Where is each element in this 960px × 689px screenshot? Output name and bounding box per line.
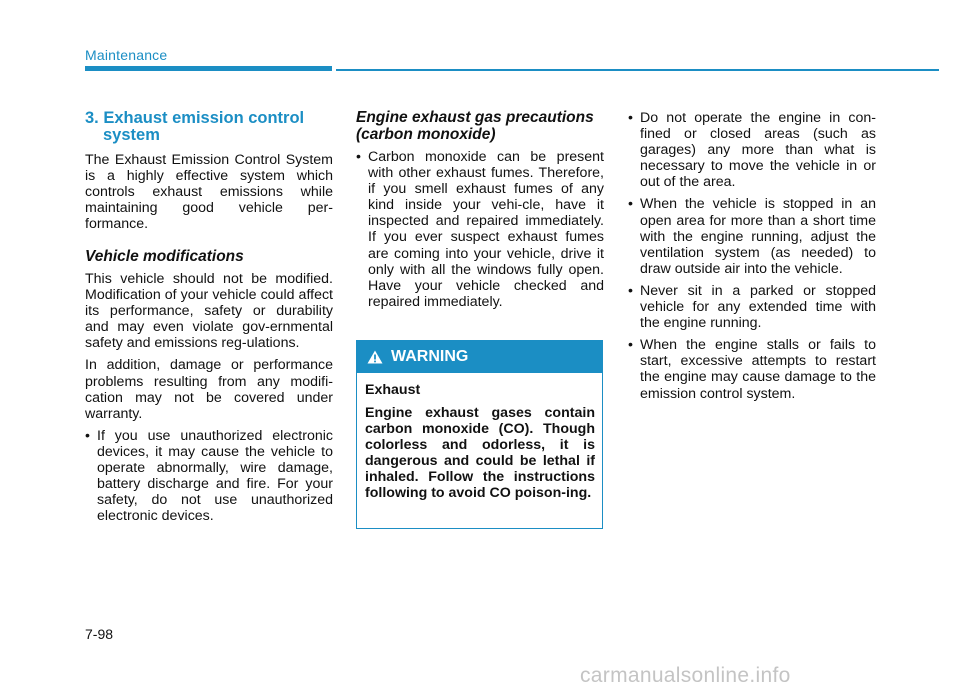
precautions-bullet-list [356,149,604,310]
exhaust-precautions-heading: Engine exhaust gas precautions (carbon monoxide) [356,109,594,143]
list-item: • Do not operate the engine in con-fined or closed areas (such as garages) any more than what is necessary to move the vehicle in or out of the area. [628,110,876,190]
column-left [85,110,333,524]
watermark: carmanualsonline.info [580,664,791,687]
list-item: • If you use unauthorized electronic devices, it may cause the vehicle to operate abnormally, wire damage, battery discharge and fire. For your safety, do not use unauthorized electronic devices. [85,428,333,525]
warning-triangle-icon [367,350,383,364]
column-middle [356,110,604,310]
list-item: • Never sit in a parked or stopped vehicle for any extended time with the engine running. [628,283,876,331]
column-right [628,110,876,402]
warning-subject: Exhaust [365,382,421,398]
warning-body [357,373,602,501]
modifications-paragraph-2: In addition, damage or performance problems resulting from any modifi-cation may not be covered under warranty. [85,357,333,422]
vehicle-modifications-heading: Vehicle modifications [85,248,244,266]
page-number: 7-98 [85,626,114,642]
list-item: • Carbon monoxide can be present with other exhaust fumes. Therefore, if you smell exhaust fumes of any kind inside your vehi-cle, have it inspected and repaired immediately. If you ever suspect exhaust fumes are coming into your vehicle, drive it only with all the windows fully open. Have your vehicle checked and repaired immediately. [356,149,604,310]
header-title: Maintenance [85,47,168,63]
header-rule-thick [85,66,332,71]
warning-label: WARNING [391,348,469,365]
list-item: • When the vehicle is stopped in an open area for more than a short time with the engine running, adjust the ventilation system (as needed) to draw outside air into the vehicle. [628,196,876,276]
engine-operation-bullet-list [628,110,876,402]
modifications-paragraph-1: This vehicle should not be modified. Modification of your vehicle could affect its performance, safety or durability and may even violate gov-ernmental safety and emissions reg-ulations. [85,270,333,352]
section-heading: 3. Exhaust emission control system [85,109,305,144]
modifications-bullet-list [85,428,333,525]
intro-paragraph: The Exhaust Emission Control System is a highly effective system which controls exhaust emissions while maintaining good vehicle per-formance. [85,152,333,233]
warning-box [356,340,603,529]
warning-header [357,341,602,373]
list-item: • When the engine stalls or fails to start, excessive attempts to restart the engine may cause damage to the emission control system. [628,337,876,401]
header-rule-thin [336,69,939,71]
warning-text: Engine exhaust gases contain carbon monoxide (CO). Though colorless and odorless, it is dangerous and could be lethal if inhaled. Follow the instructions following to avoid CO poison-ing. [365,405,595,501]
